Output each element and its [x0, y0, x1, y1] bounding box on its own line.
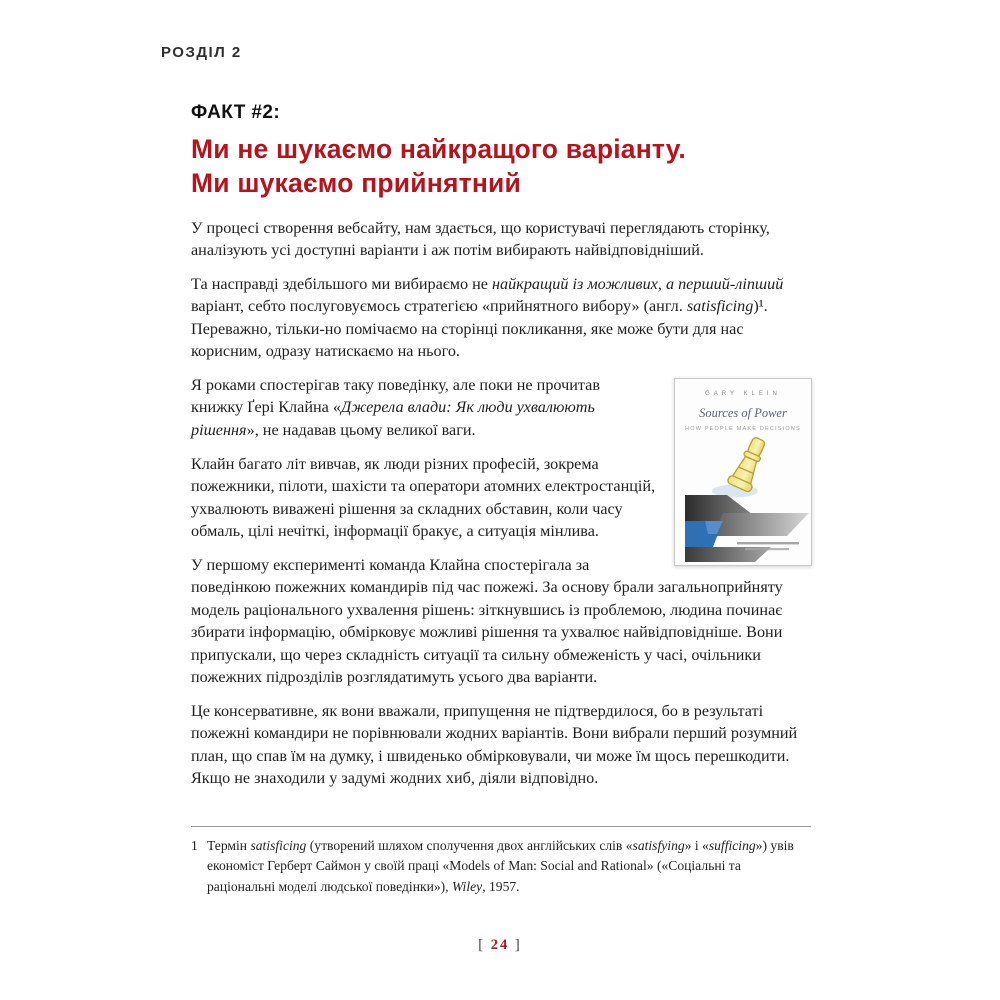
- page-number-close-bracket: ]: [514, 937, 522, 953]
- text: , 1957.: [482, 878, 520, 894]
- page-number: [0, 937, 1000, 954]
- text: )¹. Переважно, тільки-но помічаємо на сторінці покликання, яке може бути для нас корисним, одразу натискаємо на нього.: [191, 297, 768, 361]
- italic-text: satisficing: [686, 297, 754, 316]
- page-number-value: 24: [490, 937, 510, 953]
- paragraph: [191, 700, 812, 790]
- text: Термін: [207, 838, 251, 853]
- title-line-1: Ми не шукаємо найкращого варіанту.: [191, 134, 686, 164]
- text: Клайн багато літ вивчав, як люди різних професій, зокрема пожежники, пілоти, шахісти та оператори атомних електростанцій, ухвалюють виважені рішення за складних обставин, коли часу обмаль, цілі нечіткі, інформації бракує, а ситуація мінлива.: [191, 454, 656, 541]
- cover-author: GARY KLEIN: [705, 390, 781, 397]
- cover-title: Sources of Power: [699, 405, 787, 420]
- book-cover-image: [674, 378, 812, 566]
- footnote-marker: 1: [191, 838, 198, 853]
- paragraph: [191, 273, 812, 363]
- italic-text: найкращий із можливих, а перший-ліпший: [492, 274, 784, 293]
- footnote-divider: [191, 826, 811, 827]
- italic-text: Джерела влади: Як люди ухвалюють рішення: [191, 398, 595, 439]
- text: (утворений шляхом сполучення двох англійських слів «: [306, 838, 633, 853]
- italic-text: satisfying: [632, 838, 685, 853]
- paragraph: [191, 554, 812, 689]
- page-number-open-bracket: [: [478, 937, 486, 953]
- footnote-block: [191, 826, 811, 897]
- page-title: [191, 132, 812, 201]
- text: », не надавав цьому великої ваги.: [246, 421, 476, 439]
- italic-text: sufficing: [708, 838, 756, 853]
- text: » і «: [684, 838, 709, 853]
- italic-text: satisficing: [250, 838, 307, 853]
- footnote-text: [207, 836, 811, 897]
- body-text: [191, 217, 812, 790]
- fact-label: ФАКТ #2:: [191, 102, 281, 123]
- footnote: [191, 836, 811, 897]
- cover-subtitle: HOW PEOPLE MAKE DECISIONS: [685, 425, 801, 432]
- chapter-label: РОЗДІЛ 2: [161, 44, 242, 61]
- paragraph: [191, 217, 812, 262]
- text: Я роками спостерігав таку поведінку, але поки не прочитав книжку Ґері Клайна «: [191, 375, 600, 417]
- text: варіант, себто послуговуємось стратегією «прийнятного вибору» (англ.: [191, 297, 687, 316]
- text: Це консервативне, як вони вважали, припущення не підтвердилося, бо в результаті пожежні командири не порівнювали жодних варіантів. Вони вибрали перший розумний план, що спав їм на думку, і швиденько обмірковували, чи може їм щось перешкодити. Якщо не знаходили у задумі жодних хиб, діяли відповідно.: [191, 701, 798, 788]
- italic-text: Wiley: [451, 878, 483, 894]
- title-line-2: Ми шукаємо прийнятний: [191, 168, 522, 199]
- main-column: [191, 102, 812, 801]
- text: У першому експерименті команда Клайна спостерігала за поведінкою пожежних командирів під час пожежі. За основу брали загальноприйняту модель раціонального ухвалення рішень: зіткнувшись із проблемою, людина починає збирати інформацію, обмірковує можливі рішення та ухвалює найвідповідніше. Вони припускали, що через складність ситуації та сильну обмеженість у часі, очільники пожежних підрозділів розглядатимуть усього два варіанти.: [191, 555, 783, 687]
- text: У процесі створення вебсайту, нам здається, що користувачі переглядають сторінку, аналізують усі доступні варіанти і аж потім вибирають найвідповідніший.: [191, 218, 770, 260]
- text: ») увів економіст Герберт Саймон у своїй праці «Models of Man: Social and Rational» («Соціальні та раціональні моделі людської поведінки»),: [207, 838, 794, 894]
- text: Та насправді здебільшого ми вибираємо не: [191, 274, 493, 293]
